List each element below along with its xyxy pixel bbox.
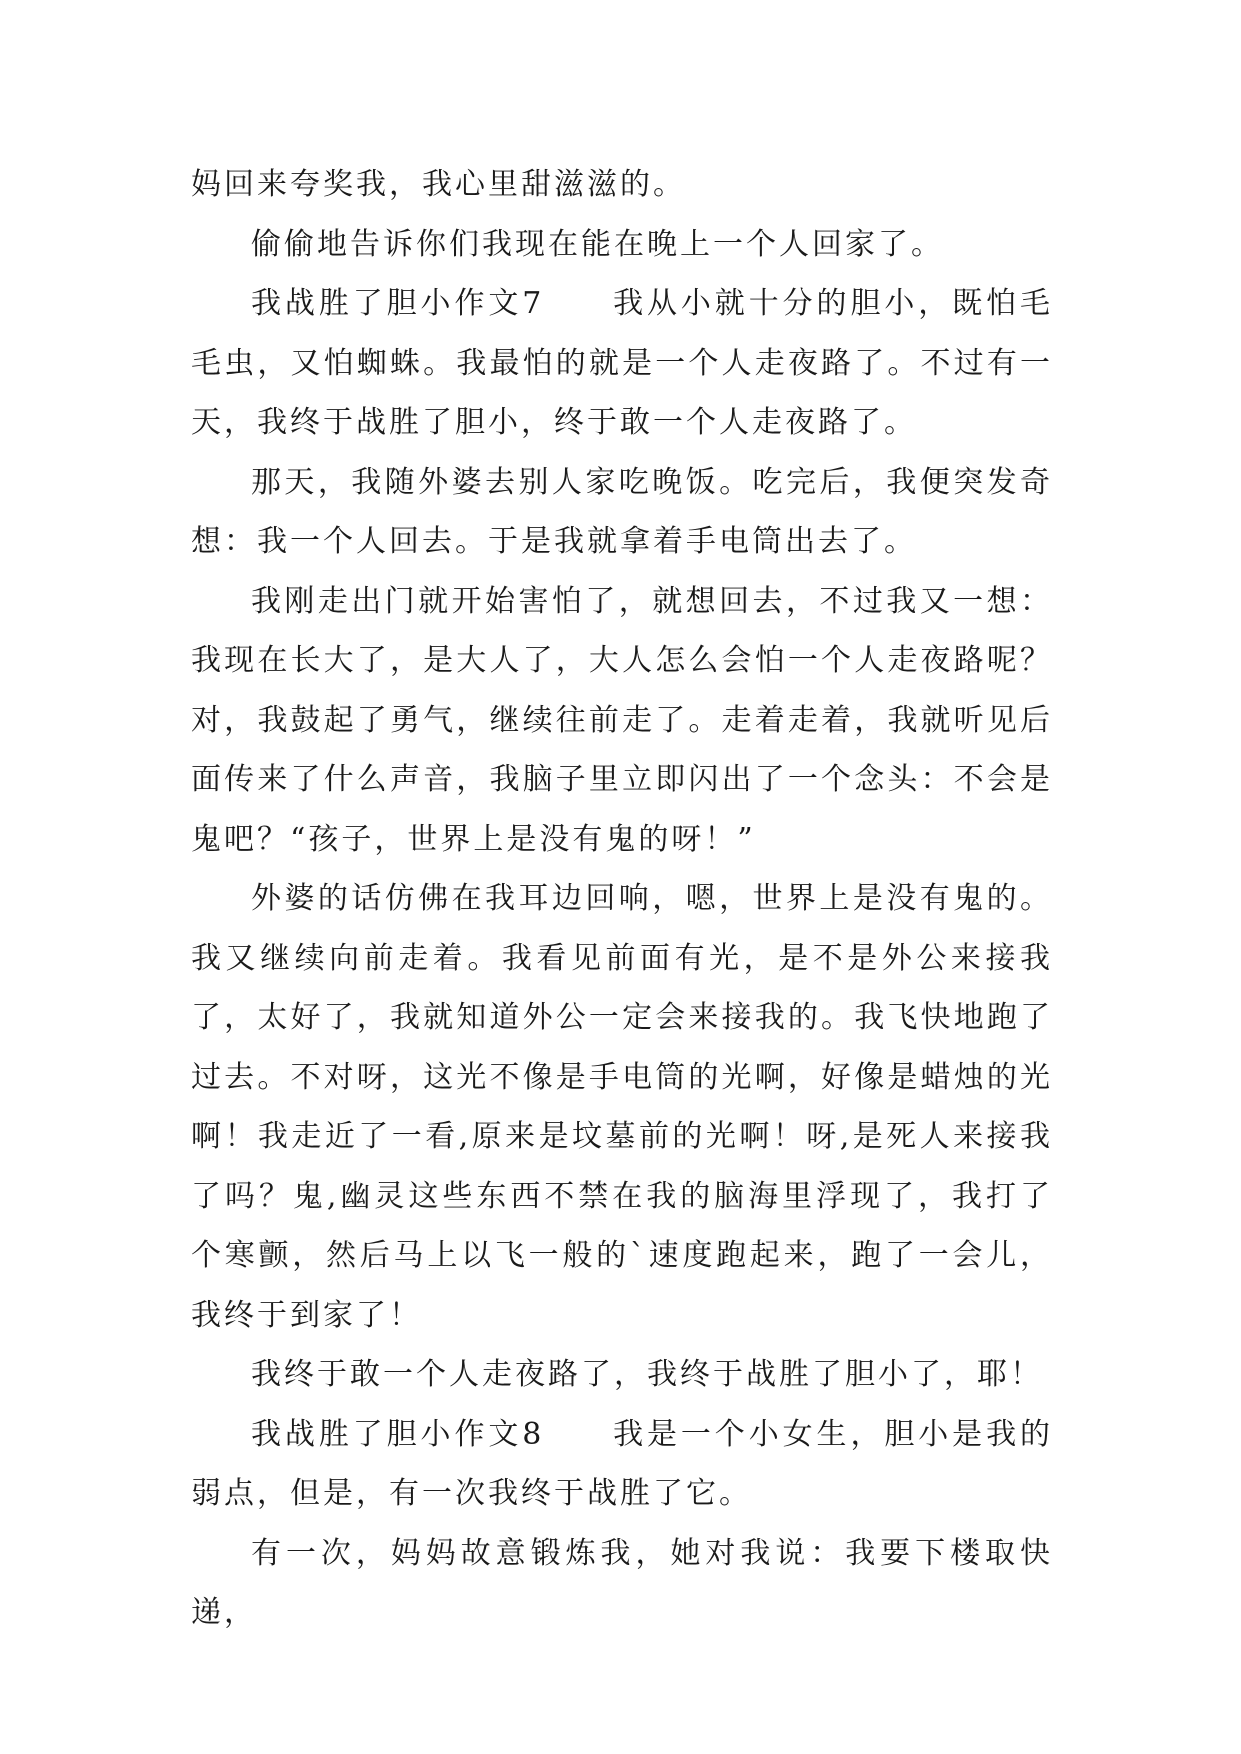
paragraph: 我终于敢一个人走夜路了，我终于战胜了胆小了，耶！ (251, 1357, 1043, 1392)
paragraph: 偷偷地告诉你们我现在能在晚上一个人回家了。 (251, 226, 944, 262)
paragraph: 那天，我随外婆去别人家吃晚饭。吃完后，我便突发奇想：我一个人回去。于是我就拿着手电筒出去了。 (191, 464, 1053, 559)
paragraph: 外婆的话仿佛在我耳边回响，嗯，世界上是没有鬼的。我又继续向前走着。我看见前面有光，是不是外公来接我了，太好了，我就知道外公一定会来接我的。我飞快地跑了过去。不对呀，这光不像是手电筒的光啊，好像是蜡烛的光啊！我走近了一看,原来是坟墓前的光啊！呀,是死人来接我了吗？鬼,幽灵这些东西不禁在我的脑海里浮现了，我打了个寒颤，然后马上以飞一般的`速度跑起来，跑了一会儿，我终于到家了！ (191, 881, 1053, 1333)
paragraph: 有一次，妈妈故意锻炼我，她对我说：我要下楼取快递， (191, 1535, 1053, 1630)
paragraph-continuation: 妈回来夸奖我，我心里甜滋滋的。 (191, 167, 686, 202)
paragraph-essay-7-start: 我战胜了胆小作文7 我从小就十分的胆小，既怕毛毛虫，又怕蜘蛛。我最怕的就是一个人走夜路了。不过有一天，我终于战胜了胆小，终于敢一个人走夜路了。 (191, 286, 1053, 440)
document-page (191, 155, 1053, 1643)
paragraph: 我刚走出门就开始害怕了，就想回去，不过我又一想：我现在长大了，是大人了，大人怎么会怕一个人走夜路呢？对，我鼓起了勇气，继续往前走了。走着走着，我就听见后面传来了什么声音，我脑子里立即闪出了一个念头：不会是鬼吧？“孩子，世界上是没有鬼的呀！” (191, 583, 1053, 857)
paragraph-essay-8-start: 我战胜了胆小作文8 我是一个小女生，胆小是我的弱点，但是，有一次我终于战胜了它。 (191, 1416, 1053, 1511)
